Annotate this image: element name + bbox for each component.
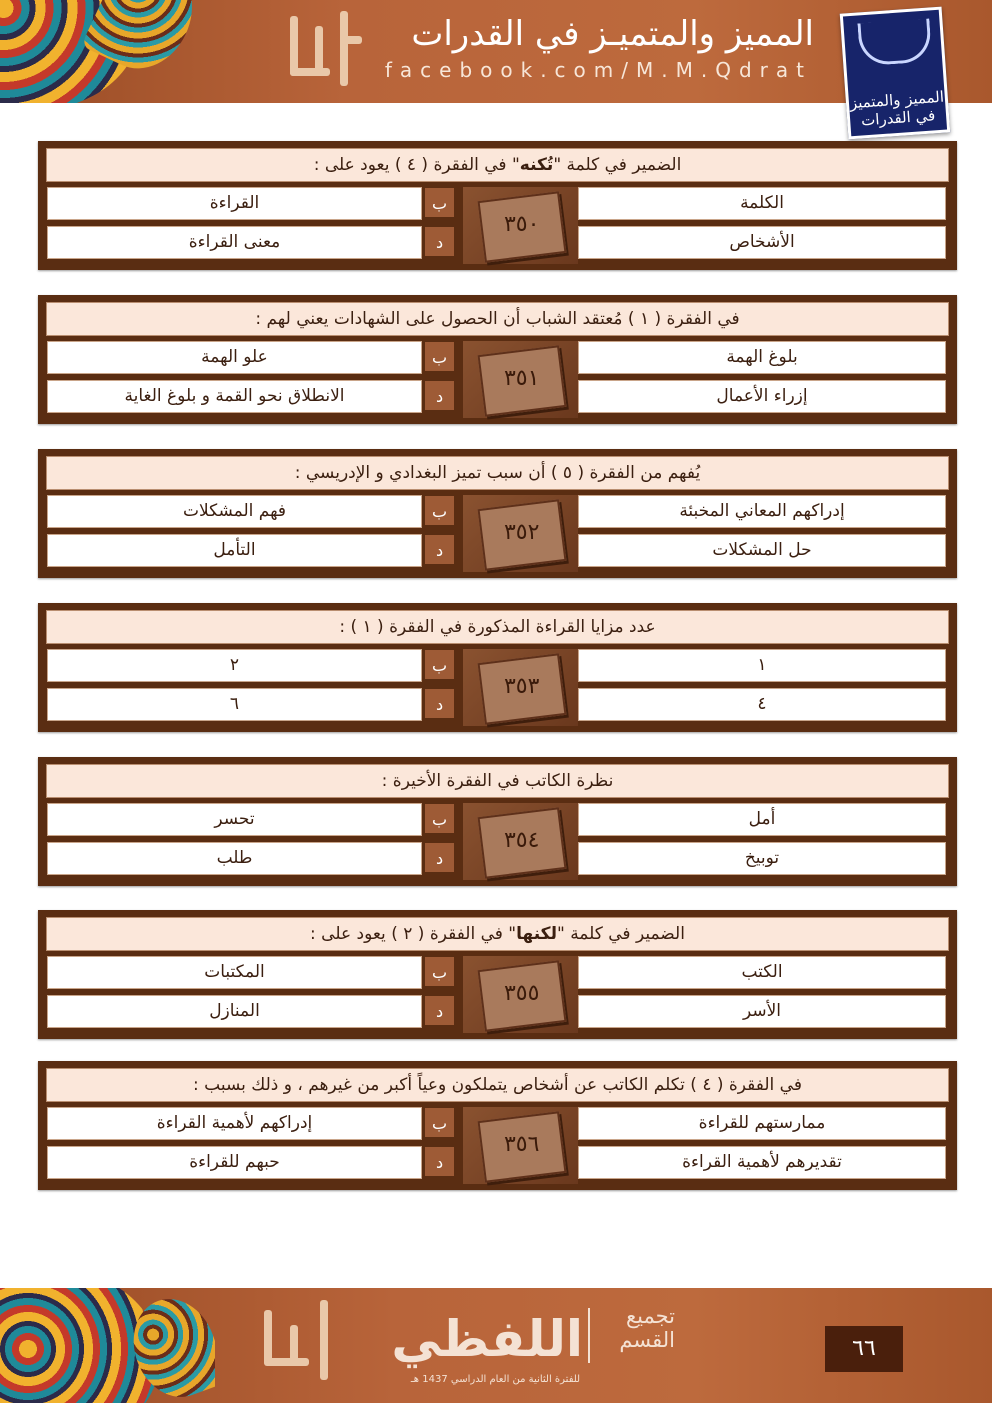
- question-stem-text: عدد مزايا القراءة المذكورة في الفقرة ( ١ ) :: [339, 617, 656, 637]
- option-b-letter: ب: [424, 649, 455, 680]
- question-number-tile: [478, 345, 567, 417]
- option-d-letter: د: [424, 380, 455, 411]
- footer-tag-line1: تجميع: [625, 1304, 675, 1328]
- question-number-box: [463, 1107, 578, 1184]
- page-footer: [0, 1288, 992, 1403]
- footer-tag: [595, 1304, 675, 1352]
- question-number: ٣٥٢: [503, 520, 540, 546]
- question-stem-text: نظرة الكاتب في الفقرة الأخيرة :: [381, 771, 614, 791]
- option-c[interactable]: الأشخاص: [578, 226, 946, 259]
- question-block: [38, 910, 957, 1039]
- question-number: ٣٥٤: [503, 828, 540, 854]
- option-c[interactable]: الأسر: [578, 995, 946, 1028]
- question-number-box: [463, 649, 578, 726]
- question-stem-text: الضمير في كلمة ": [556, 924, 685, 944]
- ornament-decoration: [0, 1288, 215, 1403]
- option-c[interactable]: تقديرهم لأهمية القراءة: [578, 1146, 946, 1179]
- option-b[interactable]: علو الهمة: [47, 341, 422, 374]
- question-number-box: [463, 803, 578, 880]
- footer-tag-line2: القسم: [619, 1328, 675, 1352]
- option-b-letter: ب: [424, 495, 455, 526]
- calligraphy-decoration: [285, 6, 367, 98]
- option-b[interactable]: إدراكهم لأهمية القراءة: [47, 1107, 422, 1140]
- option-d[interactable]: حبهم للقراءة: [47, 1146, 422, 1179]
- option-b[interactable]: ٢: [47, 649, 422, 682]
- question-number-tile: [478, 807, 567, 879]
- question-number-tile: [478, 1111, 567, 1183]
- option-a[interactable]: إدراكهم المعاني المخبئة: [578, 495, 946, 528]
- question-stem: [46, 764, 949, 798]
- page-number: ٦٦: [825, 1326, 903, 1372]
- question-stem-text-end: " في الفقرة ( ٢ ) يعود على :: [310, 924, 517, 944]
- option-b-letter: ب: [424, 956, 455, 987]
- ornament-decoration: [0, 0, 200, 103]
- question-block: [38, 1061, 957, 1190]
- question-number-box: [463, 495, 578, 572]
- question-number-box: [463, 956, 578, 1033]
- question-number: ٣٥٣: [503, 674, 540, 700]
- option-d-letter: د: [424, 534, 455, 565]
- option-d[interactable]: معنى القراءة: [47, 226, 422, 259]
- option-d[interactable]: طلب: [47, 842, 422, 875]
- question-stem: [46, 917, 949, 951]
- question-stem-text: يُفهم من الفقرة ( ٥ ) أن سبب تميز البغدادي و الإدريسي :: [294, 463, 701, 483]
- option-a[interactable]: ١: [578, 649, 946, 682]
- option-b[interactable]: تحسر: [47, 803, 422, 836]
- question-stem-keyword: لكنها: [516, 924, 557, 944]
- question-number: ٣٥٥: [503, 981, 540, 1007]
- option-b-letter: ب: [424, 187, 455, 218]
- logo: [840, 7, 951, 140]
- question-stem: [46, 302, 949, 336]
- calligraphy-decoration: [260, 1300, 340, 1390]
- question-stem: [46, 456, 949, 490]
- option-a[interactable]: ممارستهم للقراءة: [578, 1107, 946, 1140]
- question-stem-text: في الفقرة ( ١ ) مُعتقد الشباب أن الحصول على الشهادات يعني لهم :: [255, 309, 740, 329]
- option-d[interactable]: المنازل: [47, 995, 422, 1028]
- footer-divider: [588, 1308, 590, 1363]
- option-d[interactable]: التأمل: [47, 534, 422, 567]
- question-stem: [46, 1068, 949, 1102]
- question-stem: [46, 610, 949, 644]
- option-a[interactable]: الكتب: [578, 956, 946, 989]
- option-a[interactable]: بلوغ الهمة: [578, 341, 946, 374]
- option-b-letter: ب: [424, 1107, 455, 1138]
- header-title: المميز والمتميـز في القدرات: [411, 14, 814, 54]
- question-number: ٣٥٦: [503, 1132, 540, 1158]
- option-b-letter: ب: [424, 341, 455, 372]
- option-b[interactable]: القراءة: [47, 187, 422, 220]
- option-a[interactable]: الكلمة: [578, 187, 946, 220]
- option-b-letter: ب: [424, 803, 455, 834]
- option-c[interactable]: ٤: [578, 688, 946, 721]
- book-icon: [857, 18, 932, 66]
- option-c[interactable]: توبيخ: [578, 842, 946, 875]
- question-number-tile: [478, 653, 567, 725]
- option-d-letter: د: [424, 226, 455, 257]
- question-number: ٣٥١: [503, 366, 540, 392]
- option-d-letter: د: [424, 842, 455, 873]
- question-number-tile: [478, 960, 567, 1032]
- option-b[interactable]: فهم المشكلات: [47, 495, 422, 528]
- question-number-tile: [478, 499, 567, 571]
- question-stem-text: في الفقرة ( ٤ ) تكلم الكاتب عن أشخاص يتملكون وعياً أكبر من غيرهم ، و ذلك بسبب :: [193, 1075, 802, 1095]
- question-block: [38, 757, 957, 886]
- question-block: [38, 603, 957, 732]
- page-header: [0, 0, 992, 130]
- option-b[interactable]: المكتبات: [47, 956, 422, 989]
- option-d-letter: د: [424, 688, 455, 719]
- footer-brand: اللفظي: [391, 1310, 583, 1368]
- question-stem-keyword: تُكنه: [519, 155, 554, 175]
- option-d[interactable]: الانطلاق نحو القمة و بلوغ الغاية: [47, 380, 422, 413]
- question-number-tile: [478, 191, 567, 263]
- question-number: ٣٥٠: [503, 212, 540, 238]
- question-stem: [46, 148, 949, 182]
- option-d[interactable]: ٦: [47, 688, 422, 721]
- question-block: [38, 141, 957, 270]
- option-d-letter: د: [424, 995, 455, 1026]
- question-block: [38, 295, 957, 424]
- option-a[interactable]: أمل: [578, 803, 946, 836]
- footer-brand-subtitle: للفترة الثانية من العام الدراسي 1437 هـ: [410, 1374, 581, 1385]
- question-stem-text: الضمير في كلمة ": [553, 155, 682, 175]
- question-number-box: [463, 187, 578, 264]
- logo-text: المميز والمتميز في القدرات: [849, 87, 945, 130]
- question-number-box: [463, 341, 578, 418]
- option-c[interactable]: إزراء الأعمال: [578, 380, 946, 413]
- option-d-letter: د: [424, 1146, 455, 1177]
- header-facebook-url: facebook.com/M.M.Qdrat: [384, 58, 812, 82]
- question-block: [38, 449, 957, 578]
- option-c[interactable]: حل المشكلات: [578, 534, 946, 567]
- question-stem-text-end: " في الفقرة ( ٤ ) يعود على :: [313, 155, 520, 175]
